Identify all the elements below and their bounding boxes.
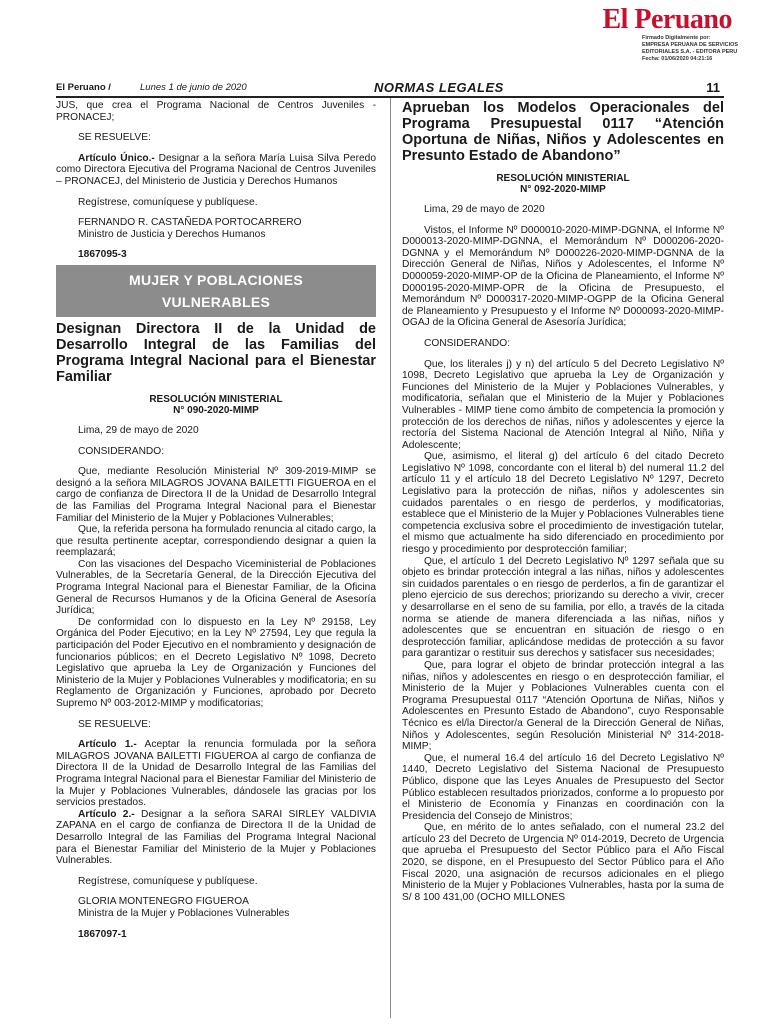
- paragraph: Que, el artículo 1 del Decreto Legislativo Nº 1297 señala que su objeto es brindar protección integral a las niñas, niños y adolescentes sin cuidados parentales o en riesgo de perderlos, a fin de garantizar el pleno ejercicio de sus derechos; priorizando su derecho a vivir, crecer y desarrollarse en el seno de su familia, por ello, a través de la citada norma se atiende de manera diferenciada a las niñas, niños y adolescentes que se encuentran en situación de riesgo o en desprotección familiar, aplicándose medidas de protección a su favor para garantizar o restituir sus derechos y satisfacer sus necesidades;: [402, 555, 724, 660]
- paragraph: Que, el numeral 16.4 del artículo 16 del Decreto Legislativo Nº 1440, Decreto Legislativo del Sistema Nacional de Presupuesto Público, dispone que las Leyes Anuales de Presupuesto del Sector Público establecen resultados priorizados, conforme a lo propuesto por el Ministerio de Economía y Finanzas en coordinación con la Presidencia del Consejo de Ministros;: [402, 752, 724, 822]
- article-headline: Aprueban los Modelos Operacionales del Programa Presupuestal 0117 “Atención Oportuna de Niñas, Niños y Adolescentes en Presunto Estado de Abandono”: [402, 100, 724, 164]
- article-text: Designar a la señora SARAI SIRLEY VALDIVIA ZAPANA en el cargo de confianza de Directora II de la Unidad de Desarrollo Integral de las Familias del Programa Integral Nacional para el Bienestar Familiar del Ministerio de la Mujer y Poblaciones Vulnerables.: [56, 808, 376, 867]
- article-label: Artículo 1.-: [78, 739, 137, 751]
- paragraph: Que, asimismo, el literal g) del artículo 6 del citado Decreto Legislativo Nº 1098, concordante con el literal b) del numeral 11.2 del artículo 11 y el artículo 18 del Decreto Legislativo Nº 1297, Decreto Legislativo para la protección de niñas, niños y adolescentes sin cuidados parentales o en riesgo de perderlos, y modificatorias, establece que el Ministerio de la Mujer y Poblaciones Vulnerables tiene competencia exclusiva sobre el procedimiento de investigación tutelar, el mismo que actualmente ha sido diferenciado en procedimiento por riesgo y procedimiento por desprotección familiar;: [402, 451, 724, 556]
- article-label: Artículo 2.-: [78, 808, 135, 820]
- running-header: [56, 80, 724, 98]
- signature-line: EMPRESA PERUANA DE SERVICIOS: [642, 42, 739, 48]
- closing-formula: Regístrese, comuníquese y publíquese.: [78, 875, 258, 887]
- page-number: 11: [706, 80, 720, 95]
- article-headline: Designan Directora II de la Unidad de Desarrollo Integral de las Familias del Programa Integral Nacional para el Bienestar Familiar: [56, 320, 376, 385]
- right-column: [402, 100, 724, 903]
- signatory-name: FERNANDO R. CASTAÑEDA PORTOCARRERO: [78, 217, 302, 229]
- article-text: Aceptar la renuncia formulada por la señora MILAGROS JOVANA BAILETTI FIGUEROA al cargo de confianza de Directora II de la Unidad de Desarrollo Integral de las Familias del Programa Integral Nacional para el Bienestar Familiar del Ministerio de la Mujer y Poblaciones Vulnerables, dándosele las gracias por los servicios prestados.: [56, 739, 376, 809]
- considerando: CONSIDERANDO:: [424, 337, 511, 349]
- paragraph: Que, la referida persona ha formulado renuncia al citado cargo, la que resulta pertinente aceptar, correspondiendo designar a quien la reemplazará;: [56, 524, 376, 559]
- left-column: [56, 100, 376, 940]
- signature-line: Firmado Digitalmente por:: [642, 35, 711, 41]
- closing-formula: Regístrese, comuníquese y publíquese.: [78, 196, 258, 208]
- column-divider: [390, 98, 391, 1018]
- signature-line: Fecha: 01/06/2020 04:21:16: [642, 56, 713, 62]
- paragraph: Que, en mérito de lo antes señalado, con el numeral 23.2 del artículo 23 del Decreto de Urgencia Nº 014-2019, Decreto de Urgencia que aprueba el Presupuesto del Sector Público para el Año Fiscal 2020, se dispone, en el Presupuesto del Sector Público para el Año Fiscal 2020, una asignación de recursos adicionales en el pliego Ministerio de la Mujer y Poblaciones Vulnerables, hasta por la suma de S/ 8 100 431,00 (OCHO MILLONES: [402, 822, 724, 903]
- articulo-1: [56, 739, 376, 809]
- se-resuelve: SE RESUELVE:: [78, 132, 151, 144]
- publication-code: 1867095-3: [78, 249, 127, 261]
- articulo-unico: [56, 153, 376, 188]
- paragraph: Con las visaciones del Despacho Viceministerial de Poblaciones Vulnerables, de la Secretaría General, de la Dirección Ejecutiva del Programa Integral Nacional para el Bienestar Familiar, de la Oficina General de Recursos Humanos y de la Oficina General de Asesoría Jurídica;: [56, 558, 376, 617]
- paragraph: De conformidad con lo dispuesto en la Ley Nº 29158, Ley Orgánica del Poder Ejecutivo; en la Ley Nº 27594, Ley que regula la participación del Poder Ejecutivo en el nombramiento y designación de funcionarios públicos; en el Decreto Legislativo Nº 1098, Decreto Legislativo que aprueba la Ley de Organización y Funciones del Ministerio de la Mujer y Poblaciones Vulnerables y modificatoria; en su Reglamento de Organización y Funciones, aprobado por Decreto Supremo Nº 003-2012-MIMP y modificatorias;: [56, 616, 376, 709]
- paragraph: Que, mediante Resolución Ministerial Nº 309-2019-MIMP se designó a la señora MILAGROS JOVANA BAILETTI FIGUEROA en el cargo de confianza de Directora II de la Unidad de Desarrollo Integral de las Familias del Programa Integral Nacional para el Bienestar Familiar del Ministerio de la Mujer y Poblaciones Vulnerables;: [56, 466, 376, 524]
- publication-code: 1867097-1: [78, 928, 127, 940]
- running-header-date: Lunes 1 de junio de 2020: [140, 82, 247, 93]
- signature-line: EDITORIALES S.A. - EDITORA PERU: [642, 49, 738, 55]
- newspaper-logo: El Peruano: [602, 4, 732, 35]
- signatory-title: Ministra de la Mujer y Poblaciones Vulnerables: [78, 907, 290, 919]
- resolution-number: N° 090-2020-MIMP: [173, 404, 259, 416]
- digital-signature: [642, 35, 762, 63]
- banner-line: MUJER Y POBLACIONES: [129, 271, 303, 288]
- vistos: Vistos, el Informe Nº D000010-2020-MIMP-DGNNA, el Informe Nº D000013-2020-MIMP-DGNNA, el Memorándum Nº D000206-2020-DGNNA y el Memorándum Nº D000226-2020-MIMP-DGNNA de la Dirección General de Niñas, Niños y Adolescentes, el Informe Nº D000059-2020-MIMP-OP de la Oficina de Planeamiento, el Informe Nº D000195-2020-MIMP-OPR de la Oficina de Presupuesto, el Memorándum Nº D000317-2020-MIMP-OGPP de la Oficina General de Planeamiento y Presupuesto y el Informe Nº D000093-2020-MIMP-OGAJ de la Oficina General de Asesoría Jurídica;: [402, 224, 724, 329]
- resolution-number: N° 092-2020-MIMP: [520, 184, 606, 195]
- articulo-2: [56, 809, 376, 867]
- article-label: Artículo Único.-: [78, 152, 155, 164]
- signatory-name: GLORIA MONTENEGRO FIGUEROA: [78, 896, 249, 908]
- resolution-date: Lima, 29 de mayo de 2020: [424, 204, 545, 215]
- running-header-brand: El Peruano /: [56, 82, 111, 93]
- masthead: [0, 0, 768, 80]
- article-text: Designar a la señora María Luisa Silva Peredo como Directora Ejecutiva del Programa Nacional de Centros Juveniles – PRONACEJ, del Ministerio de Justicia y Derechos Humanos: [56, 152, 376, 187]
- banner-line: VULNERABLES: [161, 293, 271, 310]
- paragraph: JUS, que crea el Programa Nacional de Centros Juveniles - PRONACEJ;: [56, 100, 376, 123]
- resolution-label: RESOLUCIÓN MINISTERIAL: [149, 393, 283, 405]
- se-resuelve: SE RESUELVE:: [78, 718, 151, 730]
- paragraph: Que, los literales j) y n) del artículo 5 del Decreto Legislativo Nº 1098, Decreto Legislativo que aprueba la Ley de Organización y Funciones del Ministerio de la Mujer y Poblaciones Vulnerables, y modificatoria, señalan que el Ministerio de la Mujer y Poblaciones Vulnerables - MIMP tiene como ámbito de competencia la promoción y protección de los derechos de niñas, niños y adolescentes y ejerce la rectoría del Sistema Nacional de Atención Integral al Niño, Niña y Adolescente;: [402, 358, 724, 451]
- section-banner: [56, 265, 376, 317]
- running-header-section: NORMAS LEGALES: [374, 80, 504, 95]
- paragraph: Que, para lograr el objeto de brindar protección integral a las niñas, niños y adolescentes en riesgo o en desprotección familiar, el Ministerio de la Mujer y Poblaciones Vulnerables cuenta con el Programa Presupuestal 0117 “Atención Oportuna de Niñas, Niños y Adolescentes en Presunto Estado de Abandono”, cuyo Responsable Técnico es el/la Director/a General de la Dirección General de Niñas, Niños y Adolescentes, según Resolución Ministerial Nº 314-2018-MIMP;: [402, 659, 724, 753]
- resolution-label: RESOLUCIÓN MINISTERIAL: [496, 173, 630, 184]
- considerando: CONSIDERANDO:: [78, 445, 165, 457]
- signatory-title: Ministro de Justicia y Derechos Humanos: [78, 228, 266, 240]
- resolution-date: Lima, 29 de mayo de 2020: [78, 424, 199, 436]
